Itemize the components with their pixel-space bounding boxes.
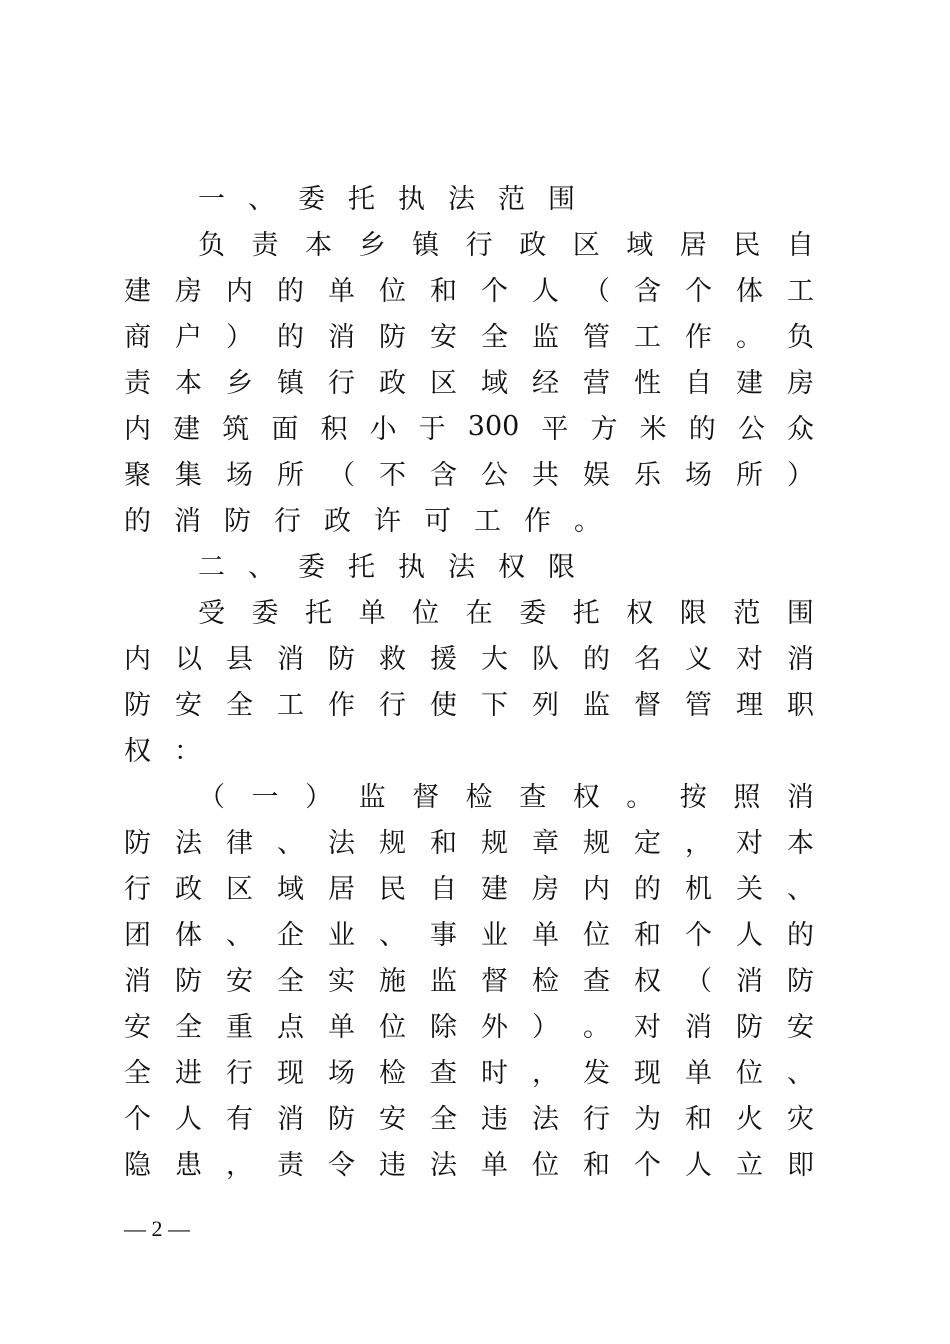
paragraph-line: 负 责 本 乡 镇 行 政 区 域 居 民 自 bbox=[198, 229, 814, 261]
paragraph-line: 责 本 乡 镇 行 政 区 域 经 营 性 自 建 房 bbox=[124, 367, 814, 399]
page-number: — 2 — bbox=[124, 1216, 190, 1241]
section-2-heading: 二 、 委 托 执 法 权 限 bbox=[198, 551, 575, 583]
section-1-heading: 一 、 委 托 执 法 范 围 bbox=[198, 183, 575, 215]
paragraph-line: 的 消 防 行 政 许 可 工 作 。 bbox=[124, 505, 601, 537]
paragraph-line: （ 一 ） 监 督 检 查 权 。 按 照 消 bbox=[198, 781, 814, 813]
paragraph-line: 建 房 内 的 单 位 和 个 人 （ 含 个 体 工 bbox=[124, 275, 814, 307]
paragraph-line: 安 全 重 点 单 位 除 外 ） 。 对 消 防 安 bbox=[124, 1011, 814, 1043]
paragraph-line: 内 以 县 消 防 救 援 大 队 的 名 义 对 消 bbox=[124, 643, 814, 675]
paragraph-line: 消 防 安 全 实 施 监 督 检 查 权 （ 消 防 bbox=[124, 965, 814, 997]
paragraph-line: 全 进 行 现 场 检 查 时 ， 发 现 单 位 、 bbox=[124, 1057, 814, 1089]
paragraph-line: 受 委 托 单 位 在 委 托 权 限 范 围 bbox=[198, 597, 814, 629]
paragraph-line: 防 安 全 工 作 行 使 下 列 监 督 管 理 职 bbox=[124, 689, 814, 721]
paragraph-line: 隐 患 ， 责 令 违 法 单 位 和 个 人 立 即 bbox=[124, 1149, 814, 1181]
paragraph-line: 团 体 、 企 业 、 事 业 单 位 和 个 人 的 bbox=[124, 919, 814, 951]
paragraph-line: 商 户 ） 的 消 防 安 全 监 管 工 作 。 负 bbox=[124, 321, 814, 353]
paragraph-line: 行 政 区 域 居 民 自 建 房 内 的 机 关 、 bbox=[124, 873, 814, 905]
paragraph-line: 聚 集 场 所 （ 不 含 公 共 娱 乐 场 所 ） bbox=[124, 459, 814, 491]
paragraph-line: 防 法 律 、 法 规 和 规 章 规 定 ， 对 本 bbox=[124, 827, 814, 859]
paragraph-line: 权 ： bbox=[124, 735, 201, 767]
paragraph-line: 个 人 有 消 防 安 全 违 法 行 为 和 火 灾 bbox=[124, 1103, 814, 1135]
paragraph-line: 内 建 筑 面 积 小 于 300 平 方 米 的 公 众 bbox=[124, 410, 814, 445]
